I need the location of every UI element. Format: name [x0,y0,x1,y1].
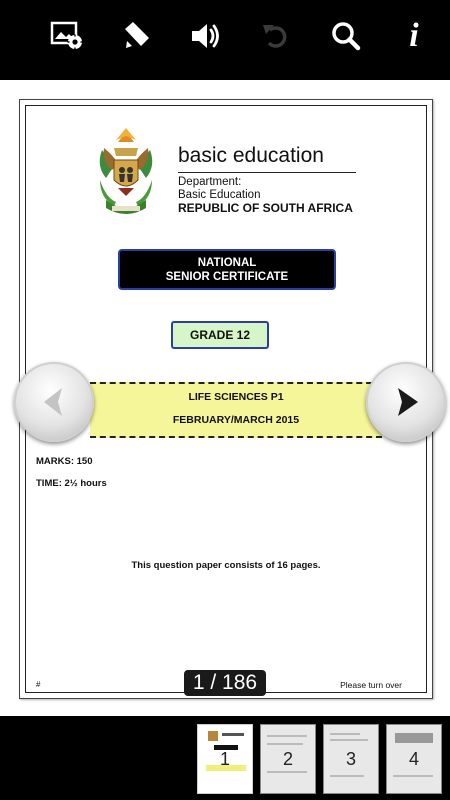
subject-band [90,382,382,438]
department-line-1: Department: [178,176,242,188]
thumbnail-strip[interactable] [0,716,450,800]
subject-session: FEBRUARY/MARCH 2015 [172,414,300,426]
thumbnail-line [222,733,244,736]
certificate-line-1: NATIONAL [197,256,257,269]
thumbnail-line [330,775,364,777]
grade-box: GRADE 12 [171,321,269,349]
thumbnail-number: 3 [345,749,356,769]
time-text: TIME: 2½ hours [36,478,107,489]
previous-page-button[interactable] [14,362,94,442]
info-icon: i [409,17,419,54]
info-button[interactable] [392,14,436,58]
pages-note: This question paper consists of 16 pages. [131,560,321,571]
thumbnail-page-4[interactable] [386,724,442,794]
department-rule [178,172,356,173]
thumbnail-page-3[interactable] [323,724,379,794]
thumbnail-line [267,735,307,737]
thumbnail-line [330,733,360,735]
thumbnail-line [267,771,307,773]
coat-of-arms-logo [92,126,160,218]
thumbnail-number: 1 [219,749,230,769]
pen-icon [119,19,153,53]
speaker-button[interactable] [184,14,228,58]
speaker-icon [189,21,223,51]
footer-right-text: Please turn over [340,680,402,690]
thumbnail-line [267,743,303,745]
search-icon [330,20,362,52]
marks-text: MARKS: 150 [36,456,93,467]
gallery-settings-icon [50,20,86,52]
pen-button[interactable] [114,14,158,58]
next-page-button[interactable] [366,362,446,442]
certificate-box [118,249,336,290]
gallery-settings-button[interactable] [46,14,90,58]
subject-name: LIFE SCIENCES P1 [188,391,284,403]
thumbnail-logo [208,731,218,741]
thumbnail-page-2[interactable] [260,724,316,794]
thumbnail-page-1[interactable] [197,724,253,794]
certificate-line-2: SENIOR CERTIFICATE [165,270,289,283]
search-button[interactable] [324,14,368,58]
thumbnail-number: 2 [282,749,293,769]
department-line-3: REPUBLIC OF SOUTH AFRICA [178,201,353,215]
thumbnail-line [395,733,433,743]
page-counter: 1 / 186 [184,670,266,696]
chevron-right-icon [386,382,426,422]
department-title: basic education [178,144,324,167]
thumbnail-line [330,739,368,741]
top-toolbar [0,0,450,80]
undo-icon [260,20,292,52]
undo-button[interactable] [254,14,298,58]
chevron-left-icon [34,382,74,422]
thumbnail-number: 4 [408,749,419,769]
thumbnail-line [393,775,433,777]
footer-left-text: # [36,680,41,689]
department-line-2: Basic Education [178,189,261,201]
